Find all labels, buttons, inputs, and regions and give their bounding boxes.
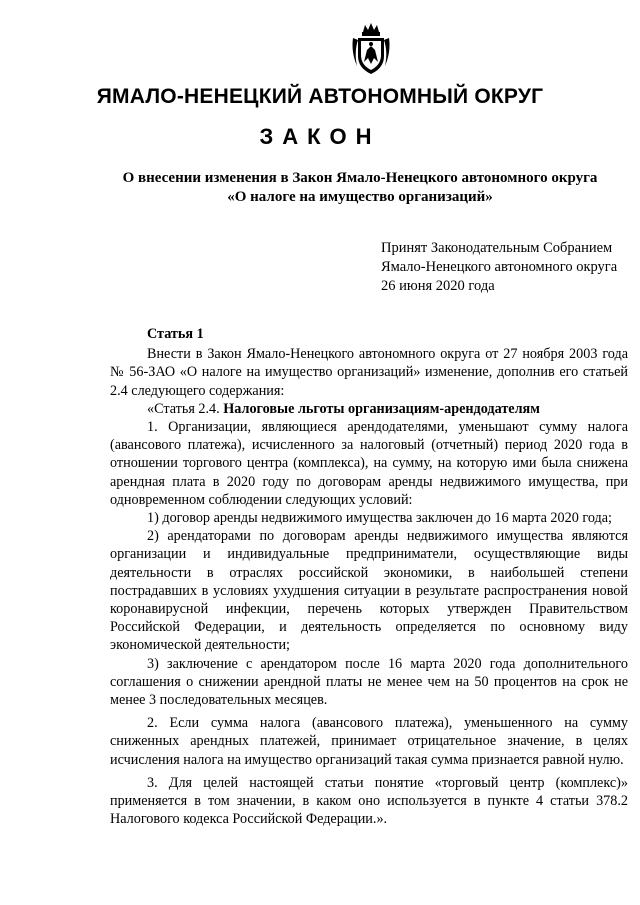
new-article-heading [110, 400, 628, 418]
point-1: 1. Организации, являющиеся арендодателями, уменьшают сумму налога (авансового платежа), исчисленного за налоговый (отчетный) период 2020 года в отношении торгового центра (комплекса), на сумму, на которую ими была снижена арендная плата в 2020 году по договорам аренды недвижимого имущества, при одновременном соблюдении следующих условий: [110, 419, 628, 508]
law-title: ЗАКОН [259, 124, 381, 149]
new-article-prefix: «Статья 2.4. [147, 400, 224, 417]
region-title: ЯМАЛО-НЕНЕЦКИЙ АВТОНОМНЫЙ ОКРУГ [96, 85, 544, 108]
point-3: 3. Для целей настоящей статьи понятие «торговый центр (комплекс)» применяется в том значении, в каком оно используется в пункте 4 статьи 378.2 Налогового кодекса Российской Федерации.». [110, 774, 628, 828]
point-2: 2. Если сумма налога (авансового платежа), уменьшенного на сумму сниженных арендных платежей, принимает отрицательное значение, в целях исчисления налога на имущество организаций такая сумма признается равной нулю. [110, 715, 628, 768]
subtitle-line: «О налоге на имущество организаций» [227, 189, 493, 205]
new-article-title: Налоговые льготы организациям-арендодателям [223, 400, 540, 417]
adoption-line: Ямало-Ненецкого автономного округа [381, 259, 618, 275]
condition-3: 3) заключение с арендатором после 16 марта 2020 года дополнительного соглашения о снижении арендной платы не менее чем на 50 процентов на срок не менее 3 последовательных месяцев. [110, 655, 628, 709]
adoption-line: Принят Законодательным Собранием [381, 240, 613, 256]
law-body [110, 325, 628, 828]
article-heading: Статья 1 [147, 326, 204, 342]
condition-2: 2) арендаторами по договорам аренды недвижимого имущества являются организации и индивидуальные предприниматели, осуществляющие виды деятельности в отраслях российской экономики, в наибольшей степени пострадавших в условиях ухудшения ситуации в результате распространения новой коронавирусной инфекции, перечень которых утвержден Правительством Российской Федерации, и деятельность определяется по основному виду экономической деятельности; [110, 528, 628, 654]
coat-of-arms-icon [349, 22, 393, 76]
subtitle-line: О внесении изменения в Закон Ямало-Ненецкого автономного округа [122, 170, 598, 186]
article-intro: Внести в Закон Ямало-Ненецкого автономного округа от 27 ноября 2003 года № 56-ЗАО «О налоге на имущество организаций» изменение, дополнив его статьей 2.4 следующего содержания: [110, 346, 628, 399]
condition-1: 1) договор аренды недвижимого имущества заключен до 16 марта 2020 года; [147, 510, 612, 527]
law-subtitle [80, 169, 640, 207]
adoption-note [381, 239, 617, 296]
adoption-date: 26 июня 2020 года [381, 278, 495, 294]
